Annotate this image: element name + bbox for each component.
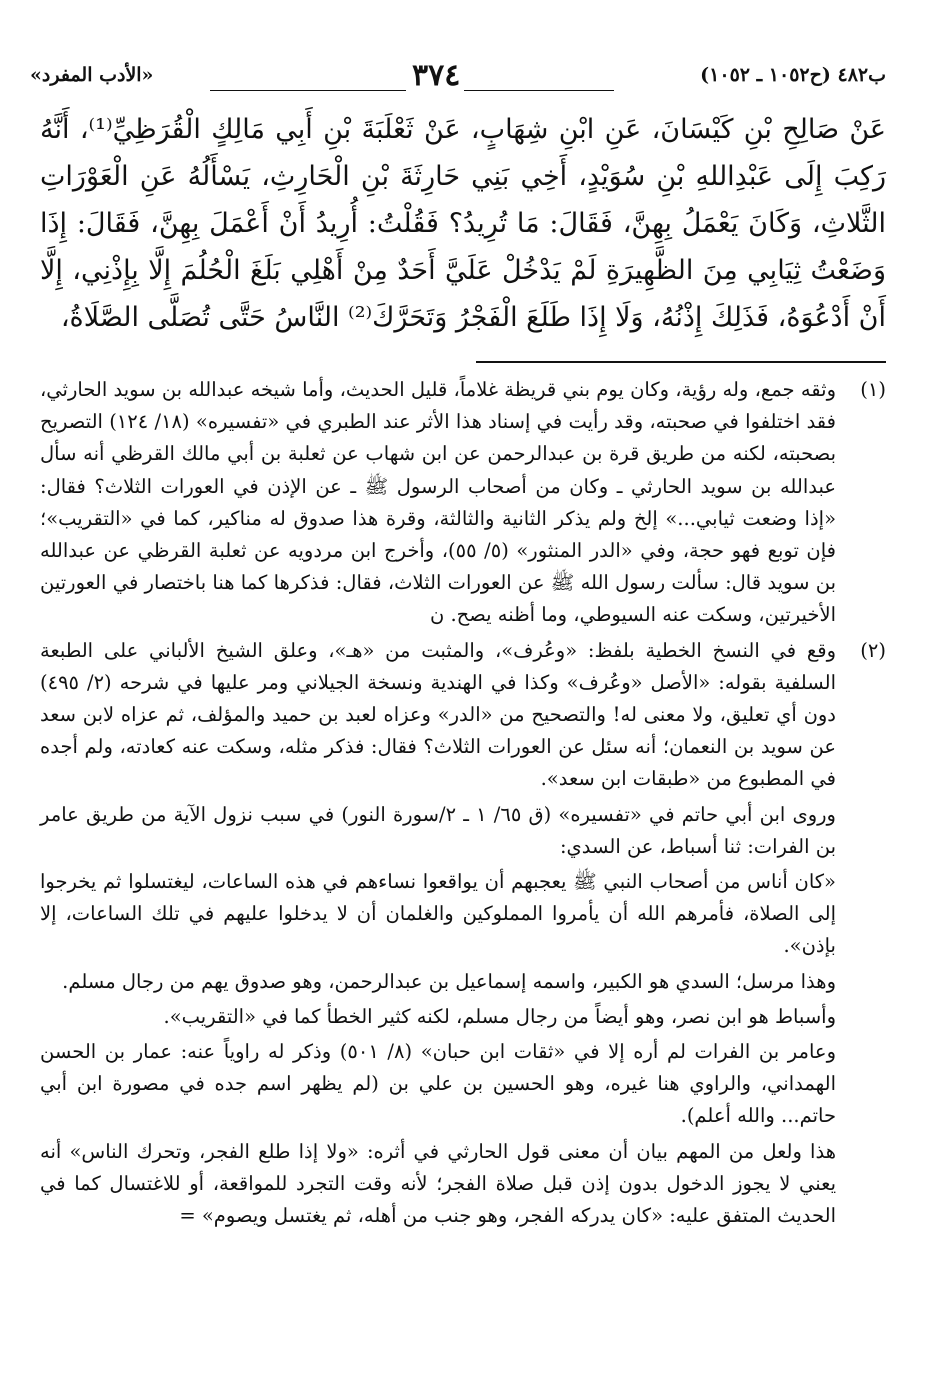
header-rule-left [210,90,406,91]
page-number: ٣٧٤ [412,58,461,93]
footnote-paragraph: وقع في النسخ الخطية بلفظ: «وعُرف»، والمثبت من «هـ»، وعلق الشيخ الألباني على الطبعة السلفية بقوله: «الأصل «وعُرف» وكذا في الهندية ونسخة الجيلاني ومر عليها في شرحه (٢/ ٤٩٥) دون أي تعليق، ولا معنى له! والتصحيح من «الدر» وعزاه لعبد بن حميد والمؤلف، ثم عزاه لابن سعد عن سويد بن النعمان؛ أنه سئل عن العورات الثلاث؟ فقال: فذكر مثله، وسكت عنه كعادته، ولم أجده في المطبوع من «طبقات ابن سعد». [40,638,836,791]
footnote-paragraph: وعامر بن الفرات لم أره إلا في «ثقات ابن حبان» (٨/ ٥٠١) وذكر له راوياً عنه: عمار بن الحسن الهمداني، والراوي هنا غيره، وهو الحسين بن علي بن (لم يظهر اسم جده في مصورة ابن أبي حاتم... والله أعلم). [40,1040,836,1128]
footnote-2 [40,635,886,1236]
footnote-paragraph: وهذا مرسل؛ السدي هو الكبير، واسمه إسماعيل بن عبدالرحمن، وهو صدوق يهم من رجال مسلم. [62,969,836,993]
book-title: «الأدب المفرد» [30,64,154,86]
footnote-1 [40,374,886,635]
footnotes [40,374,886,1235]
footnote-number: (٢) [860,638,886,662]
main-text [40,106,886,341]
footnote-separator [476,361,886,363]
hadith-text: عَنْ صَالِحِ بْنِ كَيْسَانَ، عَنِ ابْنِ شِهَابٍ، عَنْ ثَعْلَبَةَ بْنِ أَبِي مَالِكٍ الْقُرَظِيِّ⁽¹⁾، أَنَّهُ رَكِبَ إِلَى عَبْدِاللهِ بْنِ سُوَيْدٍ، أَخِي بَنِي حَارِثَةَ بْنِ الْحَارِثِ، يَسْأَلُهُ عَنِ الْعَوْرَاتِ الثَّلاثِ، وَكَانَ يَعْمَلُ بِهِنَّ، فَقَالَ: مَا تُرِيدُ؟ فَقُلْتُ: أُرِيدُ أَنْ أَعْمَلَ بِهِنَّ، فَقَالَ: إِذَا وَضَعْتُ ثِيَابِي مِنَ الظَّهِيرَةِ لَمْ يَدْخُلْ عَلَيَّ أَحَدٌ مِنْ أَهْلِي بَلَغَ الْحُلُمَ إِلَّا بِإِذْنِي، إِلَّا أَنْ أَدْعُوَهُ، فَذَلِكَ إِذْنُهُ، وَلَا إِذَا طَلَعَ الْفَجْرُ وَتَحَرَّكَ⁽²⁾ النَّاسُ حَتَّى تُصَلَّى الصَّلَاةُ، [40,114,886,333]
footnote-paragraph: «كان أناس من أصحاب النبي ﷺ يعجبهم أن يواقعوا نساءهم في هذه الساعات، ليغتسلوا ثم يخرجوا إلى الصلاة، فأمرهم الله أن يأمروا المملوكين والغلمان أن لا يدخلوا عليهم في تلك الساعات، إلا بإذن». [40,870,836,958]
footnote-paragraph: هذا ولعل من المهم بيان أن معنى قول الحارثي في أثره: «ولا إذا طلع الفجر، وتحرك الناس» أنه يعني لا يجوز الدخول بدون إذن قبل صلاة الفجر؛ لأنه وقت التجرد للمواقعة، أو للاغتسال كما في الحديث المتفق عليه: «كان يدركه الفجر، وهو جنب من أهله، ثم يغتسل ويصوم» = [40,1139,836,1228]
footnote-number: (١) [860,378,886,401]
footnote-paragraph: وثقه جمع، وله رؤية، وكان يوم بني قريظة غلاماً، قليل الحديث، وأما شيخه عبدالله بن سويد الحارثي، فقد اختلفوا في صحبته، وقد رأيت في إسناد هذا الأثر عند الطبري في «تفسيره» (١٨/ ١٢٤) التصريح بصحبته، لكنه من طريق قرة بن عبدالرحمن عن ابن شهاب عن ثعلبة بن أبي مالك القرظي أنه سأل عبدالله بن سويد الحارثي ـ وكان من أصحاب الرسول ﷺ ـ عن الإذن في العورات الثلاث؟ فقال: «إذا وضعت ثيابي...» إلخ ولم يذكر الثانية والثالثة، وقرة هذا صدوق له مناكير، كما في «التقريب»؛ فإن توبع فهو حجة، وفي «الدر المنثور» (٥/ ٥٥)، وأخرج ابن مردويه عن ثعلبة القرظي عن عبدالله بن سويد قال: سألت رسول الله ﷺ عن العورات الثلاث، فقال: فذكرها كما هنا باختصار في العورتين الأخيرتين، وسكت عنه السيوطي، وما أظنه يصح. ن [40,378,836,627]
footnote-paragraph: وروى ابن أبي حاتم في «تفسيره» (ق ٦٥/ ١ ـ ٢/سورة النور) في سبب نزول الآية من طريق عامر بن الفرات: ثنا أسباط، عن السدي: [40,802,836,858]
header-rule-right [464,90,614,91]
footnote-paragraph: وأسباط هو ابن نصر، وهو أيضاً من رجال مسلم، لكنه كثير الخطأ كما في «التقريب». [163,1004,836,1028]
page-header [30,58,886,104]
hadith-reference: ب٤٨٢ (ح١٠٥٢ ـ ١٠٥٢) [700,64,886,86]
